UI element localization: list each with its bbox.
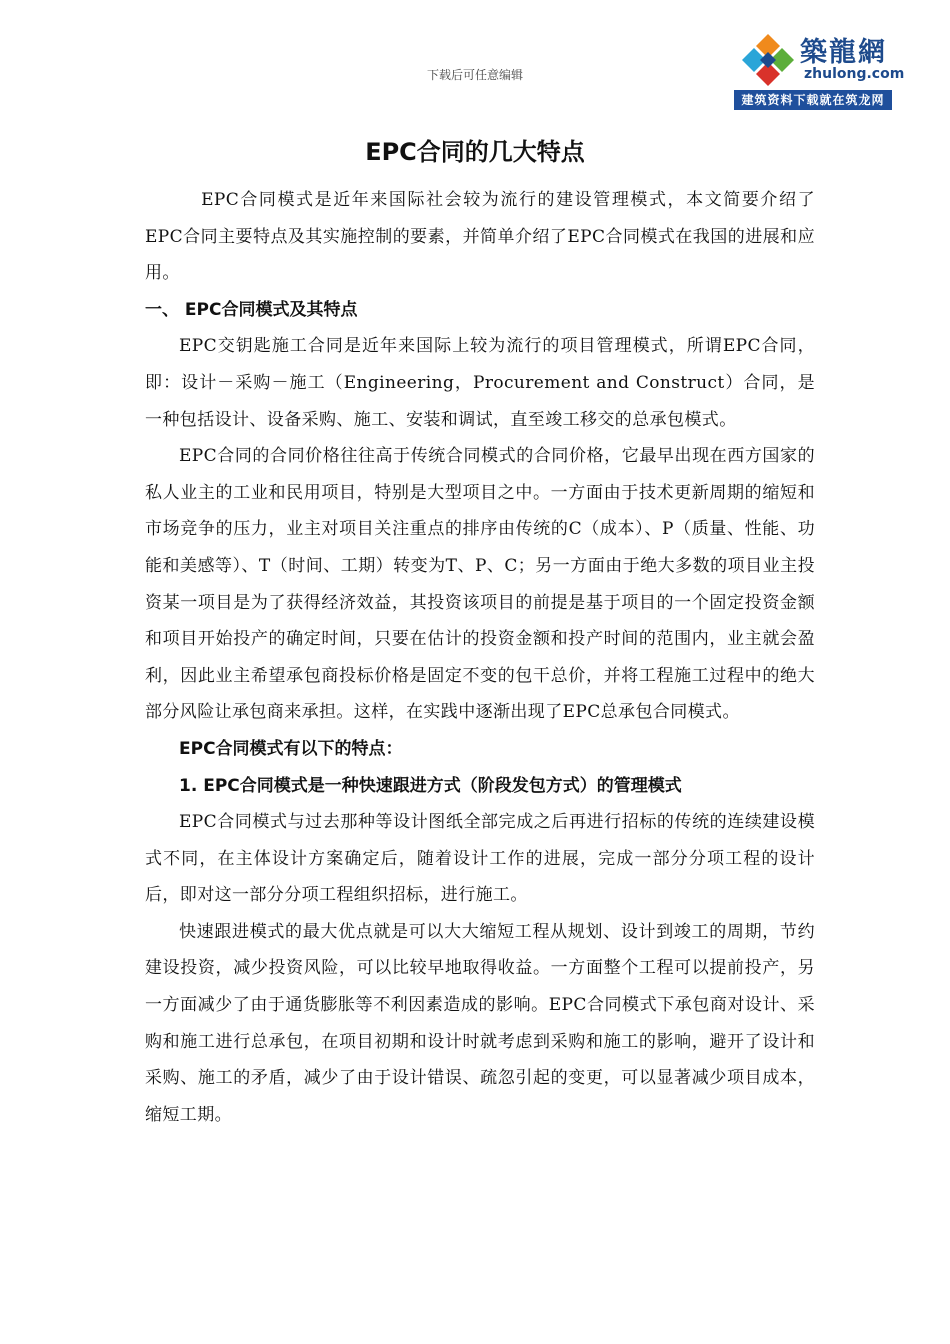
- header-note: 下载后可任意编辑: [426, 68, 523, 82]
- logo-diamond-icon: [740, 32, 796, 88]
- feature-1-heading: 1. EPC合同模式是一种快速跟进方式（阶段发包方式）的管理模式: [179, 775, 682, 796]
- zhulong-logo[interactable]: [734, 26, 905, 110]
- intro-paragraph: EPC合同模式是近年来国际社会较为流行的建设管理模式，本文简要介绍了EPC合同主要特点及其实施控制的要素，并简单介绍了EPC合同模式在我国的进展和应用。: [145, 190, 815, 284]
- paragraph-epc-definition: EPC交钥匙施工合同是近年来国际上较为流行的项目管理模式，所谓EPC合同，即：设计－采购－施工（Engineering，Procurement and Construct）合同，是一种包括设计、设备采购、施工、安装和调试，直至竣工移交的总承包模式。: [145, 336, 815, 430]
- document-body: [145, 182, 815, 1133]
- section-1-heading: 一、 EPC合同模式及其特点: [145, 299, 358, 320]
- paragraph-fast-track-advantages: 快速跟进模式的最大优点就是可以大大缩短工程从规划、设计到竣工的周期，节约建设投资，减少投资风险，可以比较早地取得收益。一方面整个工程可以提前投产，另一方面减少了由于通货膨胀等不利因素造成的影响。EPC合同模式下承包商对设计、采购和施工进行总承包，在项目初期和设计时就考虑到采购和施工的影响，避开了设计和采购、施工的矛盾，减少了由于设计错误、疏忽引起的变更，可以显著减少项目成本，缩短工期。: [145, 921, 815, 1125]
- paragraph-fast-track: EPC合同模式与过去那种等设计图纸全部完成之后再进行招标的传统的连续建设模式不同，在主体设计方案确定后，随着设计工作的进展，完成一部分分项工程的设计后，即对这一部分分项工程组织招标，进行施工。: [145, 812, 815, 906]
- paragraph-epc-price: EPC合同的合同价格往往高于传统合同模式的合同价格，它最早出现在西方国家的私人业主的工业和民用项目，特别是大型项目之中。一方面由于技术更新周期的缩短和市场竞争的压力，业主对项目关注重点的排序由传统的C（成本）、P（质量、性能、功能和美感等）、T（时间、工期）转变为T、P、C；另一方面由于绝大多数的项目业主投资某一项目是为了获得经济效益，其投资该项目的前提是基于项目的一个固定投资金额和项目开始投产的确定时间，只要在估计的投资金额和投产时间的范围内，业主就会盈利，因此业主希望承包商投标价格是固定不变的包干总价，并将工程施工过程中的绝大部分风险让承包商来承担。这样，在实践中逐渐出现了EPC总承包合同模式。: [145, 446, 815, 723]
- features-heading: EPC合同模式有以下的特点：: [179, 738, 403, 759]
- logo-name: 築龍網: [800, 37, 887, 68]
- logo-top: [734, 26, 905, 88]
- logo-domain: zhulong.com: [804, 66, 905, 82]
- document-title: EPC合同的几大特点: [365, 138, 585, 166]
- logo-tagline: 建筑资料下载就在筑龙网: [734, 90, 892, 110]
